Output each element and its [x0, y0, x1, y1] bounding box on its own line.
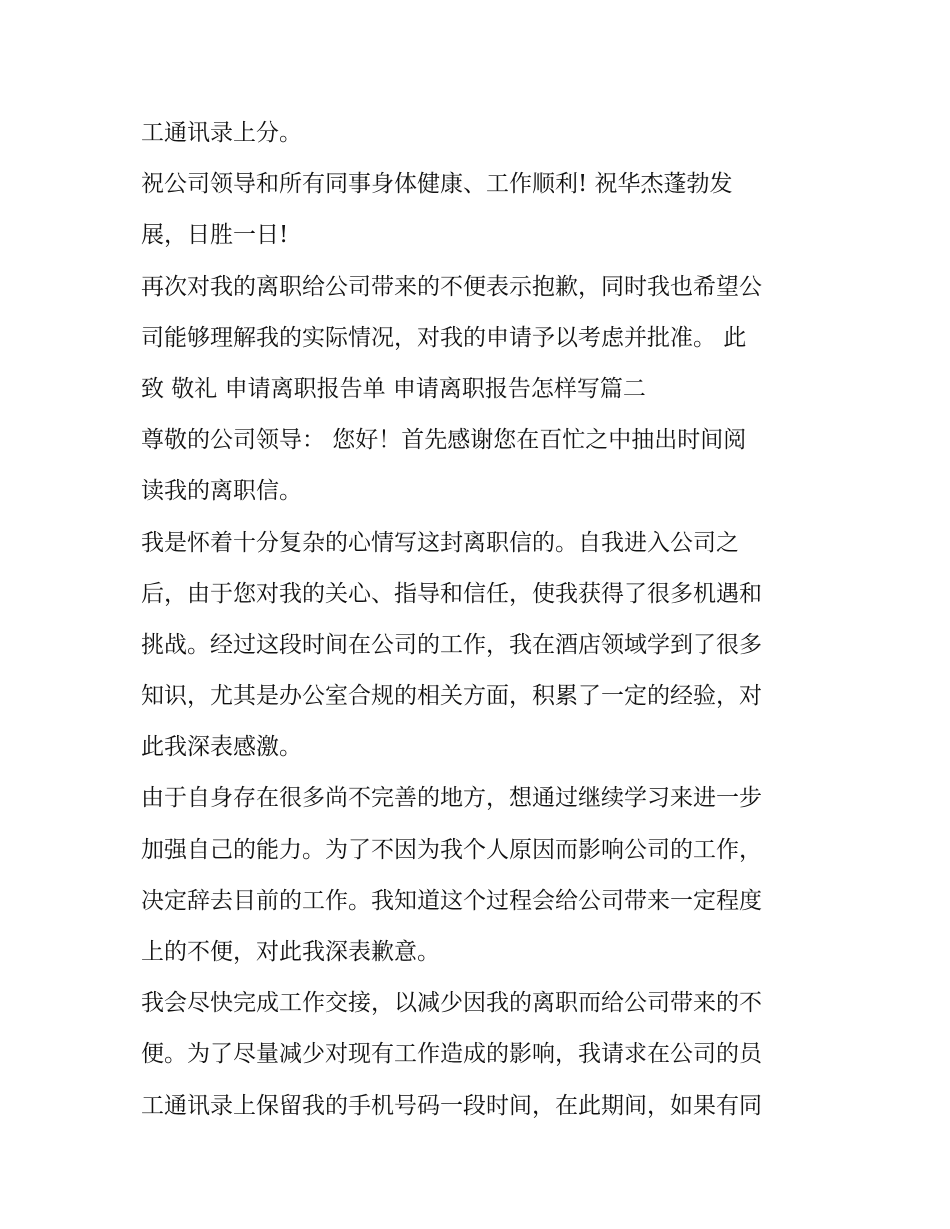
text-line: 加强自己的能力。为了不因为我个人原因而影响公司的工作， — [141, 836, 762, 863]
text-line: 工通讯录上保留我的手机号码一段时间，在此期间，如果有同 — [141, 1092, 762, 1119]
text-line: 祝公司领导和所有同事身体健康、工作顺利! 祝华杰蓬勃发 — [141, 171, 733, 198]
text-line: 由于自身存在很多尚不完善的地方，想通过继续学习来进一步 — [141, 785, 762, 812]
text-line: 再次对我的离职给公司带来的不便表示抱歉，同时我也希望公 — [141, 273, 762, 300]
document-body — [141, 108, 821, 1132]
text-line: 挑战。经过这段时间在公司的工作，我在酒店领域学到了很多 — [141, 631, 762, 658]
text-line: 知识，尤其是办公室合规的相关方面，积累了一定的经验，对 — [141, 683, 762, 710]
text-line: 司能够理解我的实际情况，对我的申请予以考虑并批准。 此 — [141, 324, 747, 351]
text-line: 便。为了尽量减少对现有工作造成的影响，我请求在公司的员 — [141, 1041, 762, 1068]
text-line: 此我深表感激。 — [141, 734, 302, 761]
text-line: 工通讯录上分。 — [141, 120, 302, 146]
text-line: 读我的离职信。 — [141, 478, 302, 505]
text-line: 后，由于您对我的关心、指导和信任，使我获得了很多机遇和 — [141, 580, 762, 607]
text-line: 上的不便，对此我深表歉意。 — [141, 939, 440, 965]
text-line: 我是怀着十分复杂的心情写这封离职信的。自我进入公司之 — [141, 529, 739, 556]
text-line: 致 敬礼 申请离职报告单 申请离职报告怎样写篇二 — [141, 375, 646, 402]
text-line: 展，日胜一日! — [141, 222, 289, 249]
text-line: 决定辞去目前的工作。我知道这个过程会给公司带来一定程度 — [141, 887, 762, 914]
text-line: 我会尽快完成工作交接，以减少因我的离职而给公司带来的不 — [141, 990, 762, 1017]
text-line: 尊敬的公司领导： 您好！首先感谢您在百忙之中抽出时间阅 — [141, 427, 747, 454]
